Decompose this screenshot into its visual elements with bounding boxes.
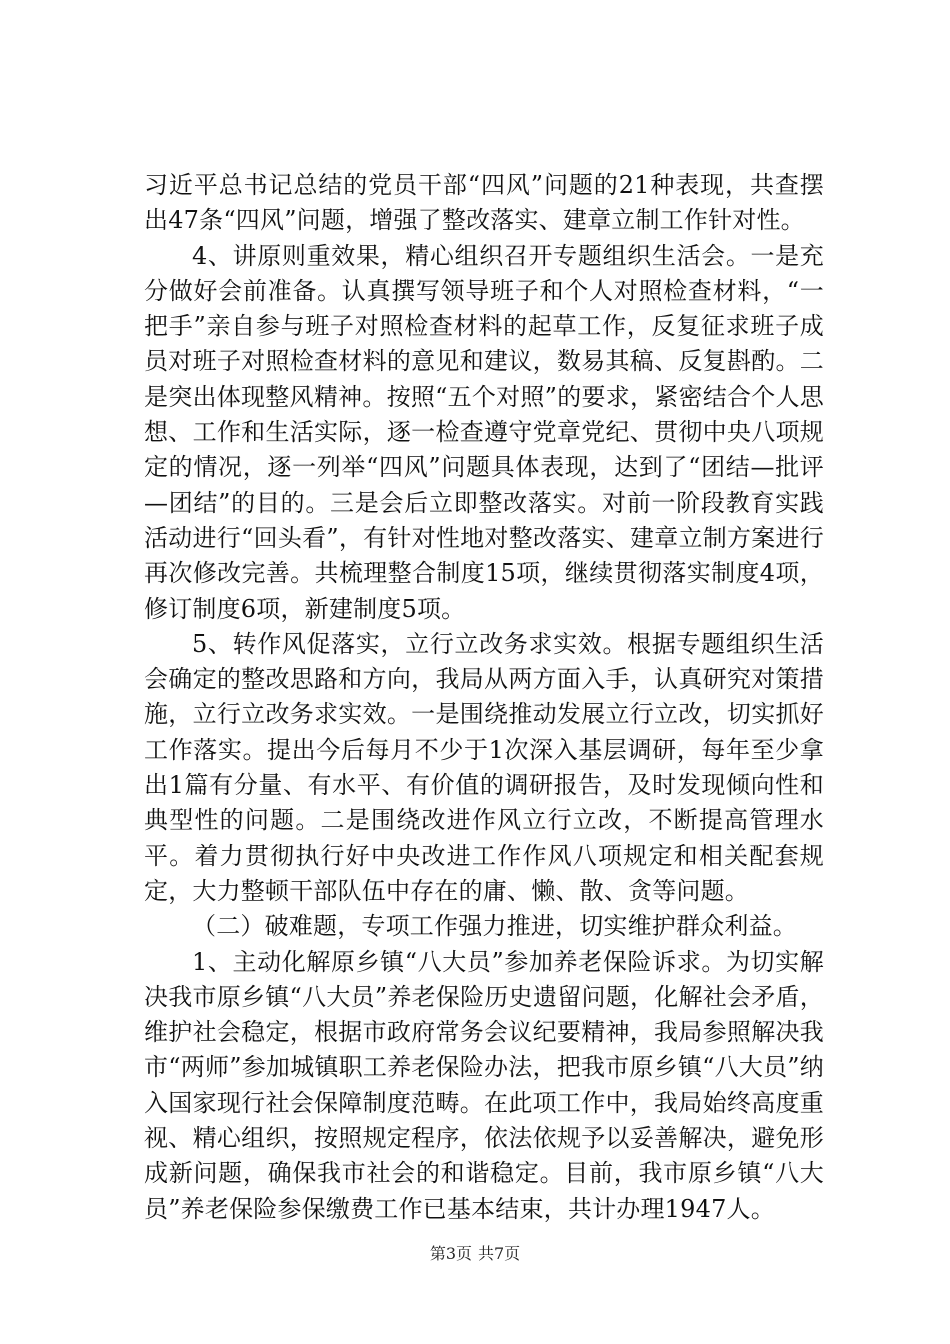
page-footer: [0, 1244, 950, 1264]
page-number: 第3页: [429, 1244, 472, 1263]
paragraph-item-1: 1、主动化解原乡镇“八大员”参加养老保险诉求。为切实解决我市原乡镇“八大员”养老保险历史遗留问题，化解社会矛盾，维护社会稳定，根据市政府常务会议纪要精神，我局参照解决我市“两师”参加城镇职工养老保险办法，把我市原乡镇“八大员”纳入国家现行社会保障制度范畴。在此项工作中，我局始终高度重视、精心组织，按照规定程序，依法依规予以妥善解决，避免形成新问题，确保我市社会的和谐稳定。目前，我市原乡镇“八大员”养老保险参保缴费工作已基本结束，共计办理1947人。: [144, 947, 824, 1223]
document-body: [144, 168, 824, 1227]
paragraph-continuation: 习近平总书记总结的党员干部“四风”问题的21种表现，共查摆出47条“四风”问题，增强了整改落实、建章立制工作针对性。: [144, 171, 824, 235]
paragraph-item-5: 5、转作风促落实，立行立改务求实效。根据专题组织生活会确定的整改思路和方向，我局从两方面入手，认真研究对策措施，立行立改务求实效。一是围绕推动发展立行立改，切实抓好工作落实。提出今后每月不少于1次深入基层调研，每年至少拿出1篇有分量、有水平、有价值的调研报告，及时发现倾向性和典型性的问题。二是围绕改进作风立行立改，不断提高管理水平。着力贯彻执行好中央改进工作作风八项规定和相关配套规定，大力整顿干部队伍中存在的庸、懒、散、贪等问题。: [144, 629, 824, 905]
paragraph-item-4: 4、讲原则重效果，精心组织召开专题组织生活会。一是充分做好会前准备。认真撰写领导班子和个人对照检查材料，“一把手”亲自参与班子对照检查材料的起草工作，反复征求班子成员对班子对照检查材料的意见和建议，数易其稿、反复斟酌。二是突出体现整风精神。按照“五个对照”的要求，紧密结合个人思想、工作和生活实际，逐一检查遵守党章党纪、贯彻中央八项规定的情况，逐一列举“四风”问题具体表现，达到了“团结—批评—团结”的目的。三是会后立即整改落实。对前一阶段教育实践活动进行“回头看”，有针对性地对整改落实、建章立制方案进行再次修改完善。共梳理整合制度15项，继续贯彻落实制度4项，修订制度6项，新建制度5项。: [144, 241, 824, 623]
page-total: 共7页: [478, 1244, 521, 1263]
section-heading: （二）破难题，专项工作强力推进，切实维护群众利益。: [192, 912, 797, 941]
